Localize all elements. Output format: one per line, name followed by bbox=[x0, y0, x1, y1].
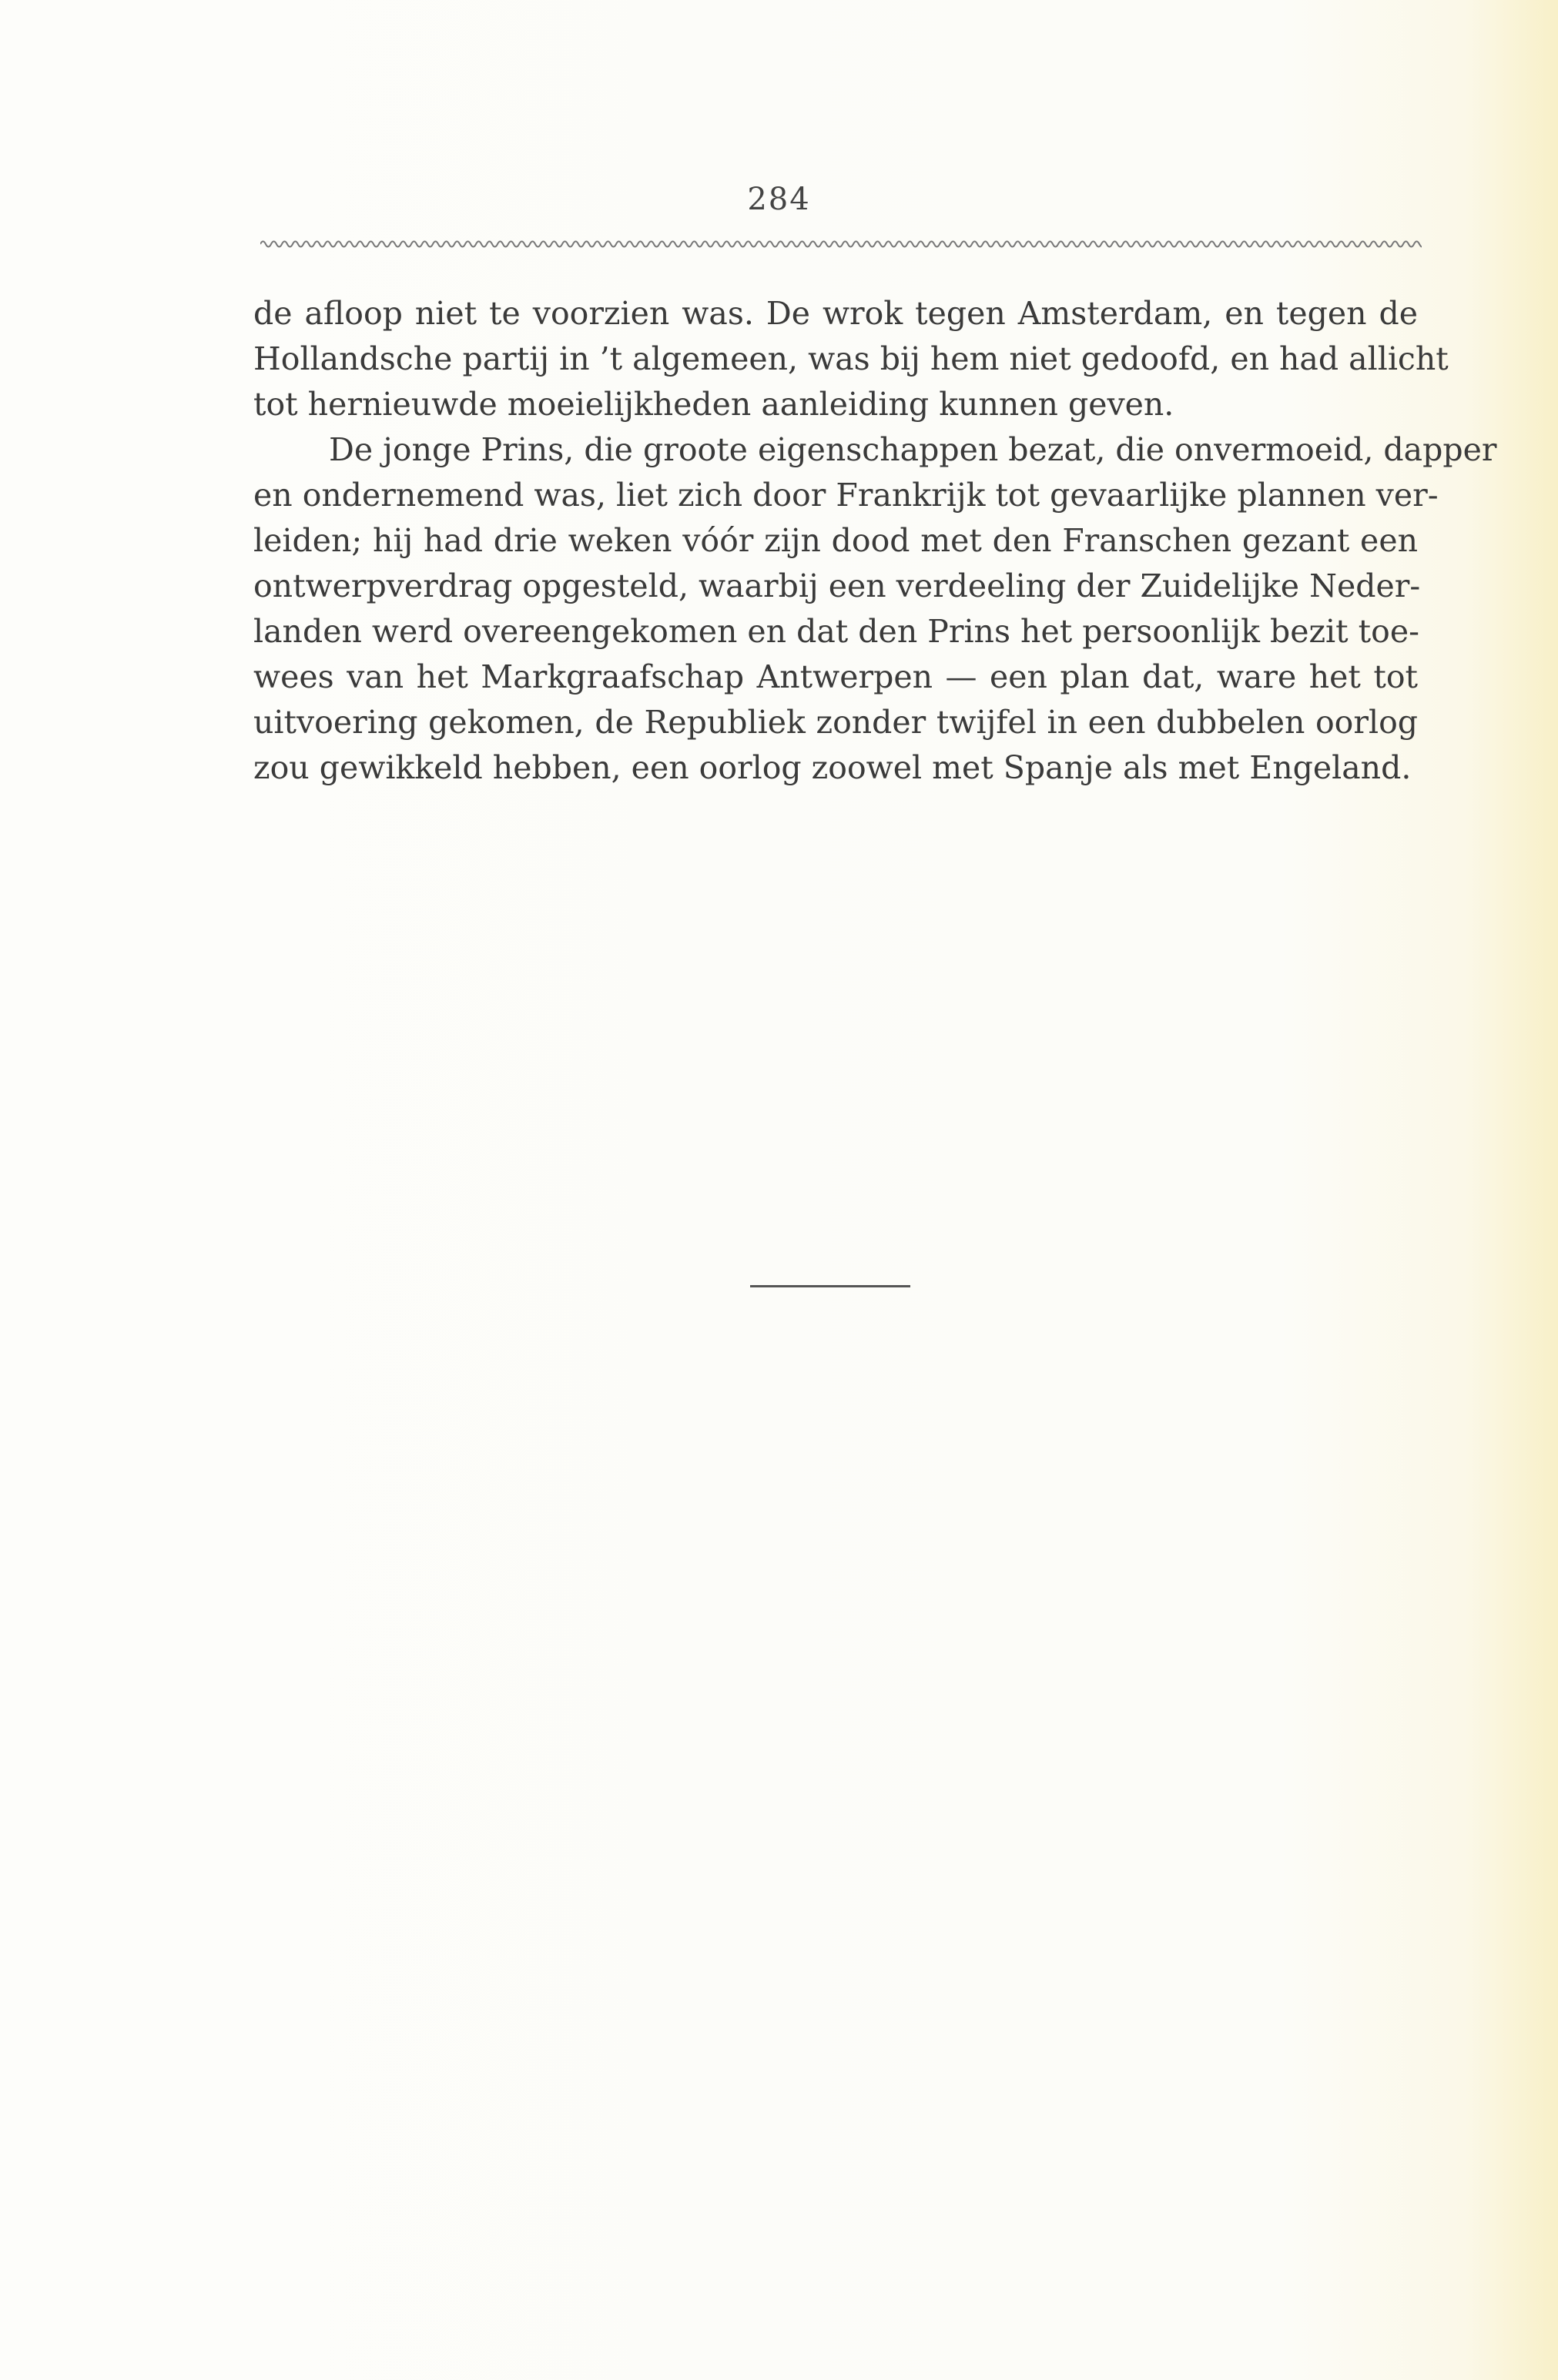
section-end-rule bbox=[750, 1285, 910, 1287]
wavy-header-rule bbox=[260, 237, 1422, 251]
text-line: en ondernemend was, liet zich door Frankrijk tot gevaarlijke plannen ver- bbox=[253, 477, 1439, 514]
text-line: De jonge Prins, die groote eigenschappen bezat, die onvermoeid, dapper bbox=[329, 431, 1497, 468]
text-line: landen werd overeengekomen en dat den Prins het persoonlijk bezit toe- bbox=[253, 613, 1419, 650]
text-line: ontwerpverdrag opgesteld, waarbij een verdeeling der Zuidelijke Neder- bbox=[253, 567, 1421, 604]
paragraph-1 bbox=[253, 291, 1449, 427]
text-line: tot hernieuwde moeielijkheden aanleiding kunnen geven. bbox=[253, 386, 1174, 423]
page-number: 284 bbox=[747, 182, 811, 217]
text-line: leiden; hij had drie weken vóór zijn dood met den Franschen gezant een bbox=[253, 522, 1418, 559]
body-text bbox=[253, 291, 1497, 791]
text-line: uitvoering gekomen, de Republiek zonder twijfel in een dubbelen oorlog bbox=[253, 704, 1418, 741]
text-line: Hollandsche partij in ’t algemeen, was bij hem niet gedoofd, en had allicht bbox=[253, 340, 1449, 377]
text-line: wees van het Markgraafschap Antwerpen — een plan dat, ware het tot bbox=[253, 658, 1418, 695]
text-line: zou gewikkeld hebben, een oorlog zoowel met Spanje als met Engeland. bbox=[253, 749, 1412, 786]
text-line: de afloop niet te voorzien was. De wrok tegen Amsterdam, en tegen de bbox=[253, 295, 1418, 332]
paragraph-2 bbox=[253, 427, 1497, 791]
